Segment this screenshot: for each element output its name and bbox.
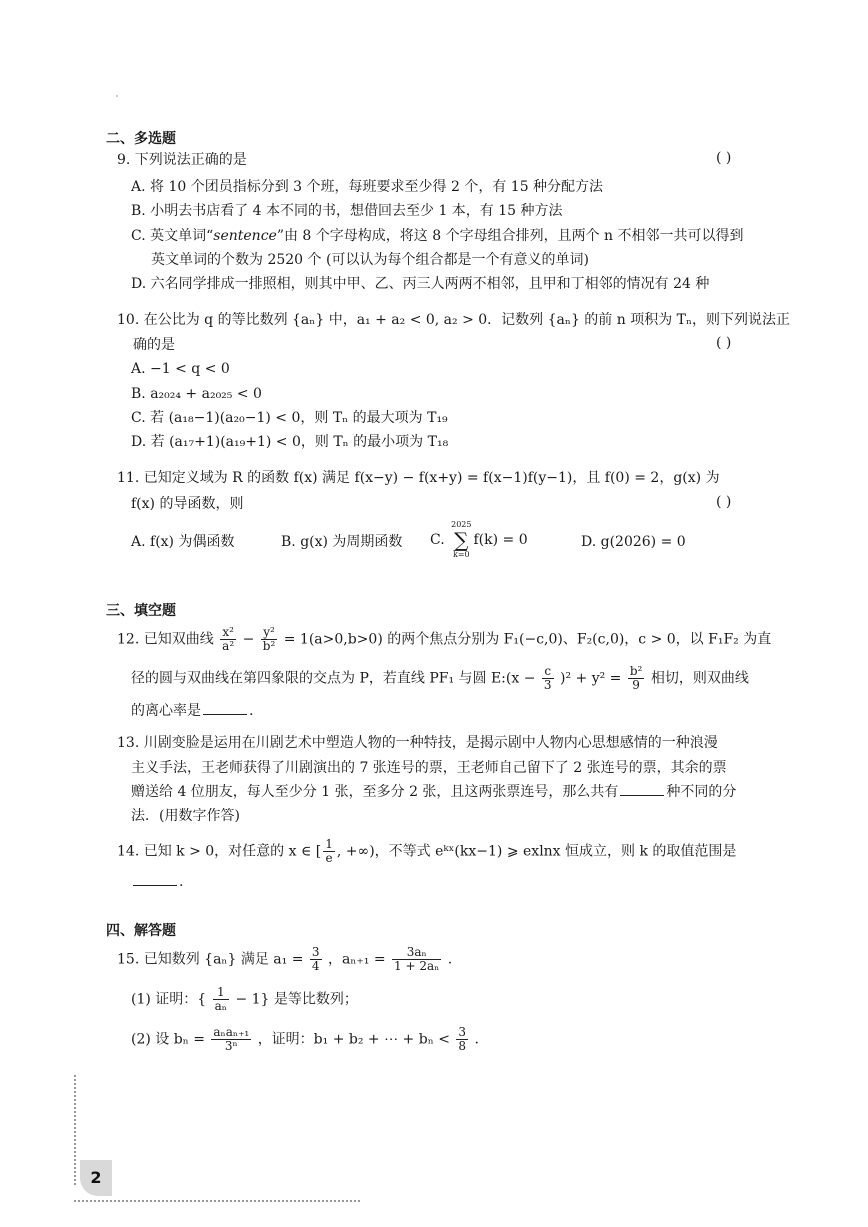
q11-option-a: A. f(x) 为偶函数	[131, 534, 235, 550]
q10-option-c: C. 若 (a₁₈−1)(a₂₀−1) < 0，则 Tₙ 的最大项为 T₁₉	[131, 410, 448, 426]
section-heading-solutions: 四、解答题	[106, 923, 176, 939]
question-11-line2: f(x) 的导函数，则	[131, 496, 244, 512]
question-10-line2: 确的是	[133, 337, 175, 353]
page-margin-dotted-line	[74, 1075, 76, 1185]
question-15-stem: 15. 已知数列 {aₙ} 满足 a₁ = $\frac{3}{4}$ ，aₙ₊₁ = $\frac{\text{3aₙ}}{\text{1 + 2aₙ}}$ .	[117, 945, 453, 973]
answer-paren-11: ( )	[716, 494, 732, 510]
q10-option-b: B. a₂₀₂₄ + a₂₀₂₅ < 0	[131, 386, 262, 402]
summation-symbol: 2025 ∑ k=0	[451, 520, 472, 559]
question-13-line1: 13. 川剧变脸是运用在川剧艺术中塑造人物的一种特技，是揭示剧中人物内心思想感情的一种浪漫	[117, 735, 718, 751]
page-bottom-dotted-line	[74, 1200, 360, 1202]
question-14-line2: .	[131, 872, 183, 892]
answer-blank-13[interactable]	[620, 783, 664, 796]
q9-option-b: B. 小明去书店看了 4 本不同的书，想借回去至少 1 本，有 15 种方法	[131, 203, 563, 219]
q10-option-d: D. 若 (a₁₇+1)(a₁₉+1) < 0，则 Tₙ 的最小项为 T₁₈	[131, 434, 449, 450]
question-13-line2: 主义手法，王老师获得了川剧演出的 7 张连号的票，王老师自己留下了 2 张连号的票，其余的票	[131, 760, 727, 776]
question-10-line1: 10. 在公比为 q 的等比数列 {aₙ} 中，a₁ + a₂ < 0, a₂ > 0．记数列 {aₙ} 的前 n 项积为 Tₙ，则下列说法正	[117, 312, 791, 328]
question-13-line4: 法．(用数字作答)	[131, 808, 240, 824]
question-12-line2: 径的圆与双曲线在第四象限的交点为 P，若直线 PF₁ 与圆 E:(x − $\frac{c}{3}$ )² + y² = $\frac{\text{b²}}{9}$ 相切，则双曲线	[131, 664, 749, 692]
answer-paren-9: ( )	[716, 150, 732, 166]
section-heading-multiple-choice: 二、多选题	[106, 131, 176, 147]
q11-option-d: D. g(2026) = 0	[581, 534, 686, 550]
q11-option-c: C. 2025 ∑ k=0 f(k) = 0	[430, 520, 528, 559]
stray-dot	[116, 95, 118, 97]
page-number: 2	[80, 1160, 112, 1196]
question-13-line3: 赠送给 4 位朋友，每人至少分 1 张，至多分 2 张，且这两张票连号，那么共有 种不同的分	[131, 784, 737, 800]
answer-blank-14[interactable]	[133, 873, 177, 886]
question-9-stem: 9. 下列说法正确的是	[117, 152, 247, 168]
q9-option-d: D. 六名同学排成一排照相，则其中甲、乙、丙三人两两不相邻，且甲和丁相邻的情况有 24 种	[131, 276, 710, 292]
section-heading-fill-in: 三、填空题	[106, 603, 176, 619]
q11-option-b: B. g(x) 为周期函数	[281, 534, 403, 550]
q10-option-a: A. −1 < q < 0	[131, 361, 230, 377]
q9-option-a: A. 将 10 个团员指标分到 3 个班，每班要求至少得 2 个，有 15 种分配方法	[131, 179, 604, 195]
question-12-line3: 的离心率是 .	[131, 703, 254, 719]
question-15-part2: (2) 设 bₙ = $\frac{\text{aₙaₙ₊₁}}{\text{3ⁿ}}$ ，证明：b₁ + b₂ + ⋯ + bₙ < $\frac{3}{8}$ .	[131, 1025, 479, 1053]
question-11-line1: 11. 已知定义域为 R 的函数 f(x) 满足 f(x−y) − f(x+y) = f(x−1)f(y−1)，且 f(0) = 2，g(x) 为	[117, 470, 720, 486]
question-12-line1: 12. 已知双曲线 $\frac{\text{x²}}{\text{a²}}$ − $\frac{\text{y²}}{\text{b²}}$ = 1(a>0,b>0) 的两个焦点分别为 F₁(−c,0)、F₂(c,0)，c > 0，以 F₁F₂ 为直	[117, 625, 772, 653]
answer-blank-12[interactable]	[203, 702, 247, 715]
q9-option-c-line2: 英文单词的个数为 2520 个 (可以认为每个组合都是一个有意义的单词)	[151, 252, 589, 268]
answer-paren-10: ( )	[716, 335, 732, 351]
question-15-part1: (1) 证明：{ $\frac{1}{\text{aₙ}}$ − 1} 是等比数列；	[131, 985, 358, 1013]
q9-option-c-line1: C. 英文单词“sentence”由 8 个字母构成，将这 8 个字母组合排列，且两个 n 不相邻一共可以得到	[131, 228, 744, 244]
question-14-line1: 14. 已知 k > 0，对任意的 x ∈ [ $\frac{1}{e}$ , +∞)，不等式 eᵏˣ(kx−1) ⩾ exlnx 恒成立，则 k 的取值范围是	[117, 837, 737, 865]
